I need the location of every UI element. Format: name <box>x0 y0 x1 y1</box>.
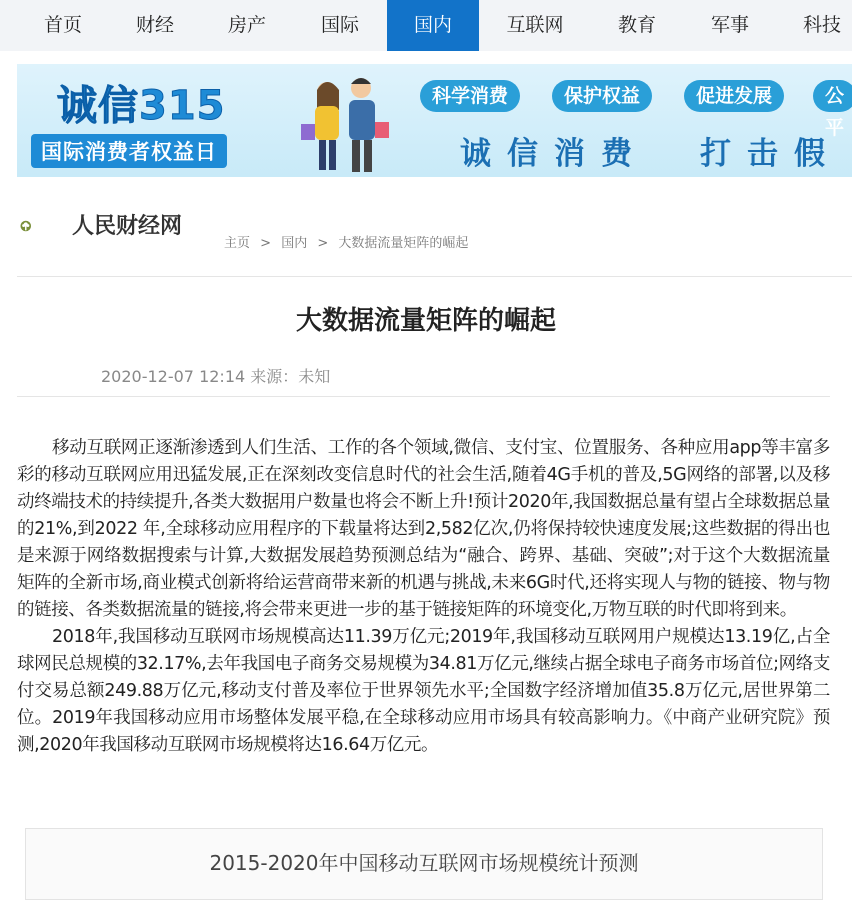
breadcrumb-home[interactable]: 主页 <box>224 236 251 251</box>
nav-item-finance[interactable]: 财经 <box>135 14 174 36</box>
nav-item-realestate[interactable]: 房产 <box>227 14 266 36</box>
divider <box>17 276 852 277</box>
tree-logo-icon[interactable] <box>20 202 68 250</box>
article-title: 大数据流量矩阵的崛起 <box>295 306 556 336</box>
nav-item-tech[interactable]: 科技 <box>802 14 841 36</box>
banner-pill-2: 保护权益 <box>552 80 652 112</box>
breadcrumb-section[interactable]: 国内 <box>281 236 308 251</box>
breadcrumb-sep: > <box>317 236 329 251</box>
nav-item-education[interactable]: 教育 <box>617 14 656 36</box>
breadcrumb-current: 大数据流量矩阵的崛起 <box>338 236 469 251</box>
nav-item-international[interactable]: 国际 <box>320 14 359 36</box>
top-nav <box>0 0 852 51</box>
nav-item-home[interactable]: 首页 <box>43 14 82 36</box>
breadcrumb <box>224 232 474 251</box>
banner-subheadline: 国际消费者权益日 <box>31 134 227 168</box>
banner-couple-illustration <box>289 70 399 175</box>
chart-image <box>25 828 823 900</box>
breadcrumb-sep: > <box>260 236 272 251</box>
banner-pill-3: 促进发展 <box>684 80 784 112</box>
article-paragraph: 2018年,我国移动互联网市场规模高达11.39万亿元;2019年,我国移动互联网用户规模达13.19亿,占全球网民总规模的32.17%,去年我国电子商务交易规模为34.81万亿元,继续占据全球电子商务市场首位;网络支付交易总额249.88万亿元,移动支付普及率位于世界领先水平;全国数字经济增加值35.8万亿元,居世界第二位。2019年我国移动应用市场整体发展平稳,在全球移动应用市场具有较高影响力。《中商产业研究院》预测,2020年我国移动互联网市场规模将达16.64万亿元。 <box>17 627 830 755</box>
chart-image-title: 2015-2020年中国移动互联网市场规模统计预测 <box>209 851 639 875</box>
banner-slogan-right: 打击假 <box>700 136 841 172</box>
site-logo-text[interactable]: 人民财经网 <box>72 213 183 239</box>
banner-pill-4: 公平 <box>813 80 852 112</box>
article-paragraph: 移动互联网正逐渐渗透到人们生活、工作的各个领域,微信、支付宝、位置服务、各种应用app等丰富多彩的移动互联网应用迅猛发展,正在深刻改变信息时代的社会生活,随着4G手机的普及,5G网络的部署,以及移动终端技术的持续提升,各类大数据用户数量也将会不断上升!预计2020年,我国数据总量有望占全球数据总量的21%,到2022 年,全球移动应用程序的下载量将达到2,582亿次,仍将保持较快速度发展;这些数据的得出也是来源于网络数据搜索与计算,大数据发展趋势预测总结为“融合、跨界、基础、突破”;对于这个大数据流量矩阵的全新市场,商业模式创新将给运营商带来新的机遇与挑战,未来6G时代,还将实现人与物的链接、物与物的链接、各类数据流量的链接,将会带来更进一步的基于链接矩阵的环境变化,万物互联的时代即将到来。 <box>17 438 830 620</box>
divider <box>17 396 830 397</box>
article-body <box>17 435 830 759</box>
nav-item-internet[interactable]: 互联网 <box>506 14 564 36</box>
banner-headline: 诚信315 <box>57 83 226 129</box>
banner-slogan-left: 诚信消费 <box>460 136 648 172</box>
nav-item-military[interactable]: 军事 <box>710 14 749 36</box>
banner-ad[interactable] <box>17 64 852 177</box>
nav-item-domestic[interactable]: 国内 <box>387 0 479 51</box>
banner-pill-1: 科学消费 <box>420 80 520 112</box>
article-meta: 2020-12-07 12:14 来源：未知 <box>101 367 331 386</box>
